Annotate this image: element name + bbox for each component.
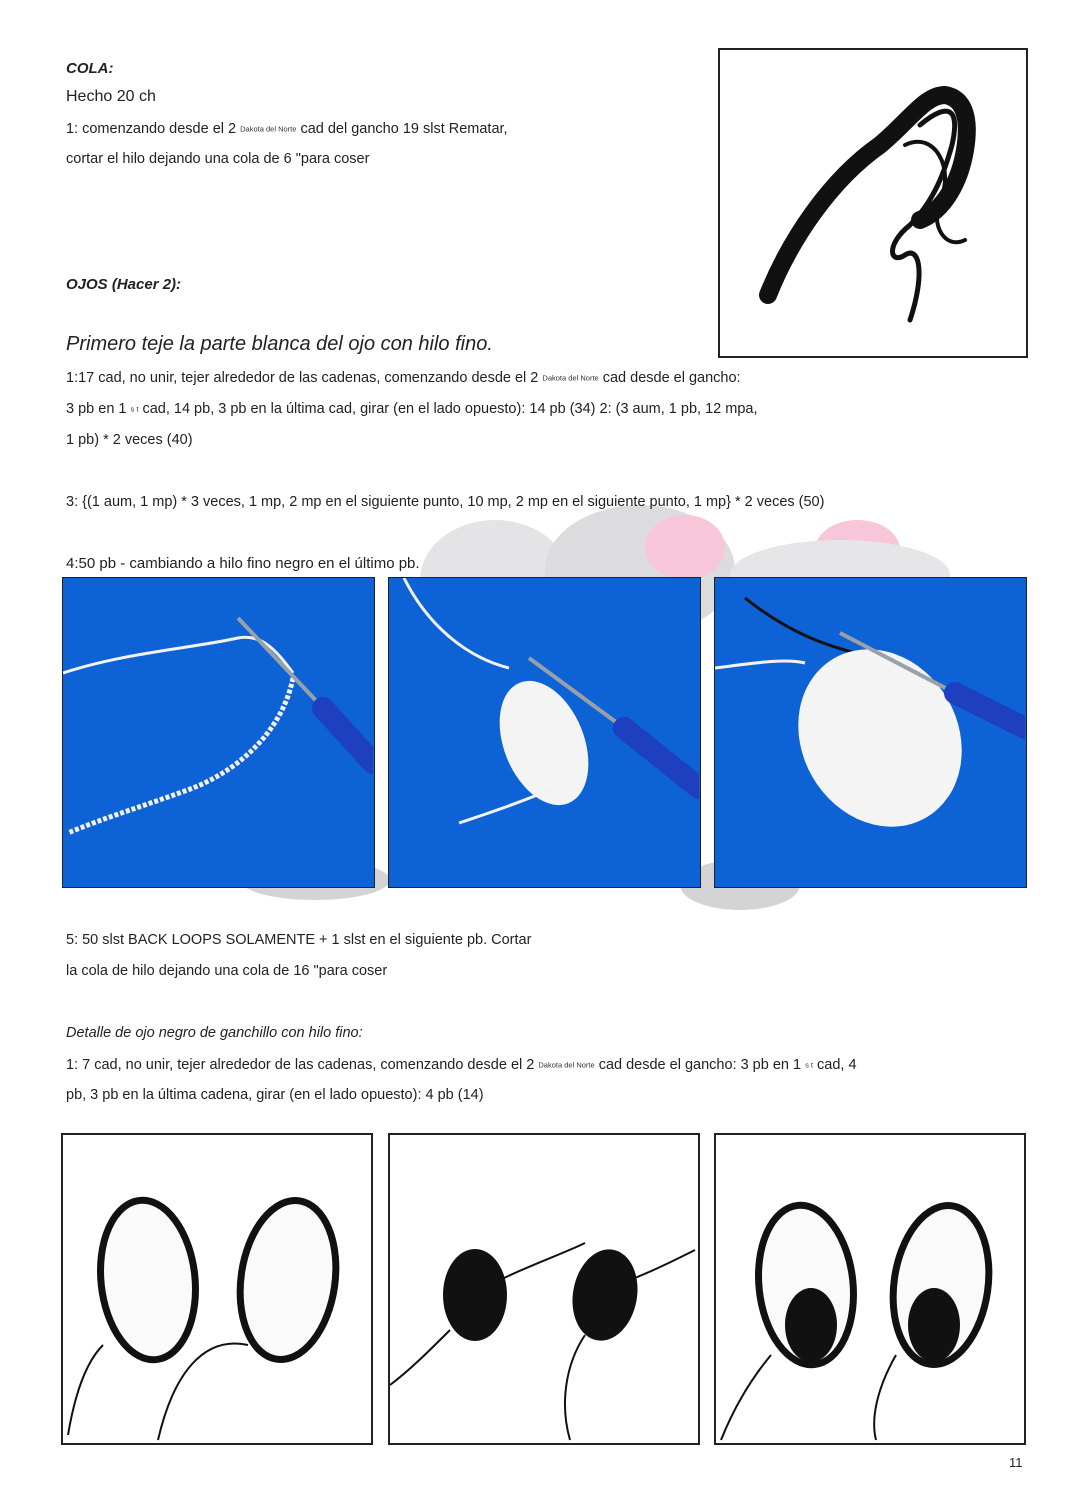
ojos-round1-text-end: cad desde el gancho:	[602, 370, 741, 386]
black-pupils-illustration	[390, 1135, 698, 1443]
ojos-round2	[66, 401, 757, 417]
detalle-round1-tiny2: s t	[805, 1060, 813, 1070]
cola-hecho: Hecho 20 ch	[66, 88, 156, 105]
detalle-heading: Detalle de ojo negro de ganchillo con hilo fino:	[66, 1025, 363, 1041]
photo-black-pupils	[388, 1133, 700, 1445]
cola-heading: COLA:	[66, 60, 114, 77]
cola-step1	[66, 121, 508, 137]
ojos-round4: 4:50 pb - cambiando a hilo fino negro en el último pb.	[66, 555, 420, 572]
photo-chain-step	[62, 577, 375, 888]
detalle-round1-cont: pb, 3 pb en la última cadena, girar (en el lado opuesto): 4 pb (14)	[66, 1087, 484, 1103]
page-number: 11	[1009, 1455, 1023, 1470]
ojos-heading: OJOS (Hacer 2):	[66, 276, 182, 293]
ojos-round1-tiny: Dakota del Norte	[542, 373, 599, 383]
white-eyes-illustration	[63, 1135, 371, 1443]
photo-oval-start	[388, 577, 701, 888]
ojos-round2-text-end: cad, 14 pb, 3 pb en la última cad, girar (en el lado opuesto): 14 pb (34) 2: (3 aum, 1 pb, 12 mpa,	[142, 401, 758, 417]
ojos-subtitle: Primero teje la parte blanca del ojo con hilo fino.	[66, 333, 493, 355]
detalle-round1-text-end: cad, 4	[817, 1057, 857, 1073]
tail-photo	[718, 48, 1028, 358]
assembled-eyes-illustration	[716, 1135, 1024, 1443]
ojos-round3: 3: {(1 aum, 1 mp) * 3 veces, 1 mp, 2 mp en el siguiente punto, 10 mp, 2 mp en el siguiente punto, 1 mp} * 2 veces (50)	[66, 494, 825, 510]
ojos-round2-tiny: s t	[130, 404, 139, 414]
chain-illustration	[63, 578, 373, 886]
cola-step1-tiny: Dakota del Norte	[240, 124, 297, 134]
ojos-round5: 5: 50 slst BACK LOOPS SOLAMENTE + 1 slst en el siguiente pb. Cortar	[66, 932, 532, 948]
photo-white-eyes	[61, 1133, 373, 1445]
ojos-round1-text: 1:17 cad, no unir, tejer alrededor de las cadenas, comenzando desde el 2	[66, 370, 539, 386]
detalle-round1-text: 1: 7 cad, no unir, tejer alrededor de las cadenas, comenzando desde el 2	[66, 1057, 535, 1073]
ojos-round2-text: 3 pb en 1	[66, 401, 127, 417]
detalle-round1-text-mid: cad desde el gancho: 3 pb en 1	[598, 1057, 802, 1073]
detalle-round1-tiny: Dakota del Norte	[538, 1060, 595, 1070]
photo-assembled-eyes	[714, 1133, 1026, 1445]
ojos-round5-cont: la cola de hilo dejando una cola de 16 "para coser	[66, 963, 388, 979]
oval-complete-illustration	[715, 578, 1025, 886]
ojos-round1	[66, 370, 741, 386]
cola-step1-text: 1: comenzando desde el 2	[66, 121, 237, 137]
tail-yarn-illustration	[720, 50, 1026, 356]
photo-oval-complete	[714, 577, 1027, 888]
cola-step1-text-end: cad del gancho 19 slst Rematar,	[300, 121, 508, 137]
oval-start-illustration	[389, 578, 699, 886]
detalle-round1	[66, 1057, 857, 1073]
ojos-round2-cont: 1 pb) * 2 veces (40)	[66, 432, 193, 448]
cola-step1-line2: cortar el hilo dejando una cola de 6 "para coser	[66, 151, 370, 167]
